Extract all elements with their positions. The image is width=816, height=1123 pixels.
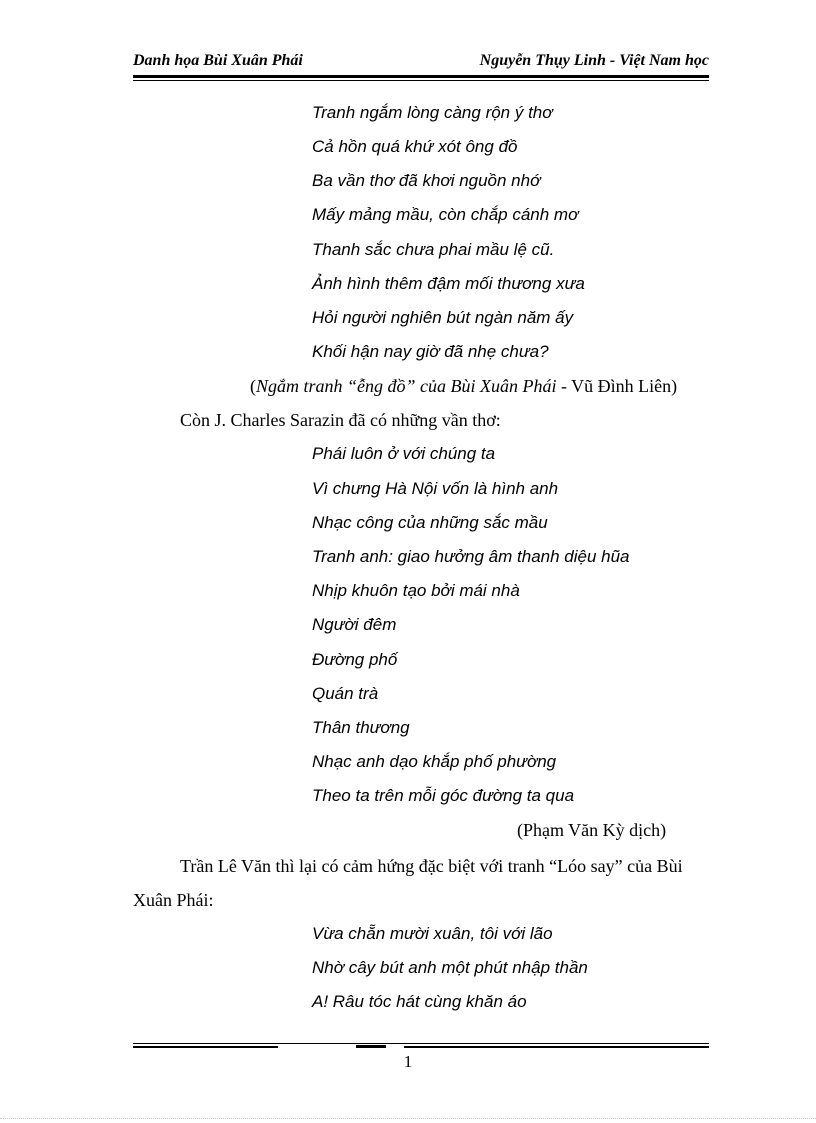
poem-line: Theo ta trên mỗi góc đường ta qua xyxy=(312,786,575,805)
poem-line: Thân thương xyxy=(312,718,410,737)
poem-line: Cả hồn quá khứ xót ông đồ xyxy=(312,137,518,156)
header-book-title: Danh họa Bùi Xuân Phái xyxy=(133,52,303,69)
poem-line: Người đêm xyxy=(312,615,397,634)
poem-line: Nhờ cây bút anh một phút nhập thần xyxy=(312,958,588,977)
poem-line: Hỏi người nghiên bút ngàn năm ấy xyxy=(312,308,574,327)
poem-line: Nhạc anh dạo khắp phố phường xyxy=(312,752,557,771)
poem-line: Vì chưng Hà Nội vốn là hình anh xyxy=(312,479,559,498)
footer-rule-right xyxy=(404,1046,709,1048)
footer-rule-thin xyxy=(133,1043,709,1044)
poem-line: Tranh anh: giao hưởng âm thanh diệu hũa xyxy=(312,547,630,566)
poem-line: Thanh sắc chưa phai mầu lệ cũ. xyxy=(312,240,555,259)
poem-line: Quán trà xyxy=(312,684,379,703)
poem-line: A! Râu tóc hát cùng khăn áo xyxy=(312,992,527,1011)
header-author: Nguyễn Thụy Linh - Việt Nam học xyxy=(479,52,709,69)
footer-rule-center xyxy=(356,1045,386,1048)
poem-line: Vừa chẵn mười xuân, tôi với lão xyxy=(312,924,553,943)
poem-line: Tranh ngắm lòng càng rộn ý thơ xyxy=(312,103,553,122)
poem-line: Mấy mảng mầu, còn chắp cánh mơ xyxy=(312,205,579,224)
poem-line: Nhạc công của những sắc mầu xyxy=(312,513,548,532)
poem-line: Ba vần thơ đã khơi nguồn nhớ xyxy=(312,171,541,190)
poem-2-attribution: (Phạm Văn Kỳ dịch) xyxy=(517,820,667,840)
attribution-open-paren: ( xyxy=(250,376,256,396)
paragraph-intro-2: Còn J. Charles Sarazin đã có những vần thơ: xyxy=(180,410,501,430)
attribution-author: - Vũ Đình Liên) xyxy=(556,376,678,396)
poem-line: Phái luôn ở với chúng ta xyxy=(312,444,496,463)
page-number: 1 xyxy=(403,1052,413,1071)
poem-line: Ảnh hình thêm đậm mối thương xưa xyxy=(312,274,585,293)
paragraph-intro-3-line-1: Trần Lê Văn thì lại có cảm hứng đặc biệt với tranh “Lóo say” của Bùi xyxy=(180,856,683,876)
page-edge-divider xyxy=(0,1118,816,1119)
poem-line: Nhịp khuôn tạo bởi mái nhà xyxy=(312,581,520,600)
poem-line: Khối hận nay giờ đã nhẹ chưa? xyxy=(312,342,549,361)
header-rule-thin xyxy=(133,80,709,81)
poem-line: Đường phố xyxy=(312,650,398,669)
header-rule xyxy=(133,75,709,78)
footer-rule-left xyxy=(133,1046,278,1048)
attribution-work-title: Ngắm tranh “ễng đồ” của Bùi Xuân Phái xyxy=(256,376,557,396)
poem-1-attribution xyxy=(250,376,677,397)
paragraph-intro-3-line-2: Xuân Phái: xyxy=(133,890,214,910)
page-header xyxy=(133,50,709,76)
